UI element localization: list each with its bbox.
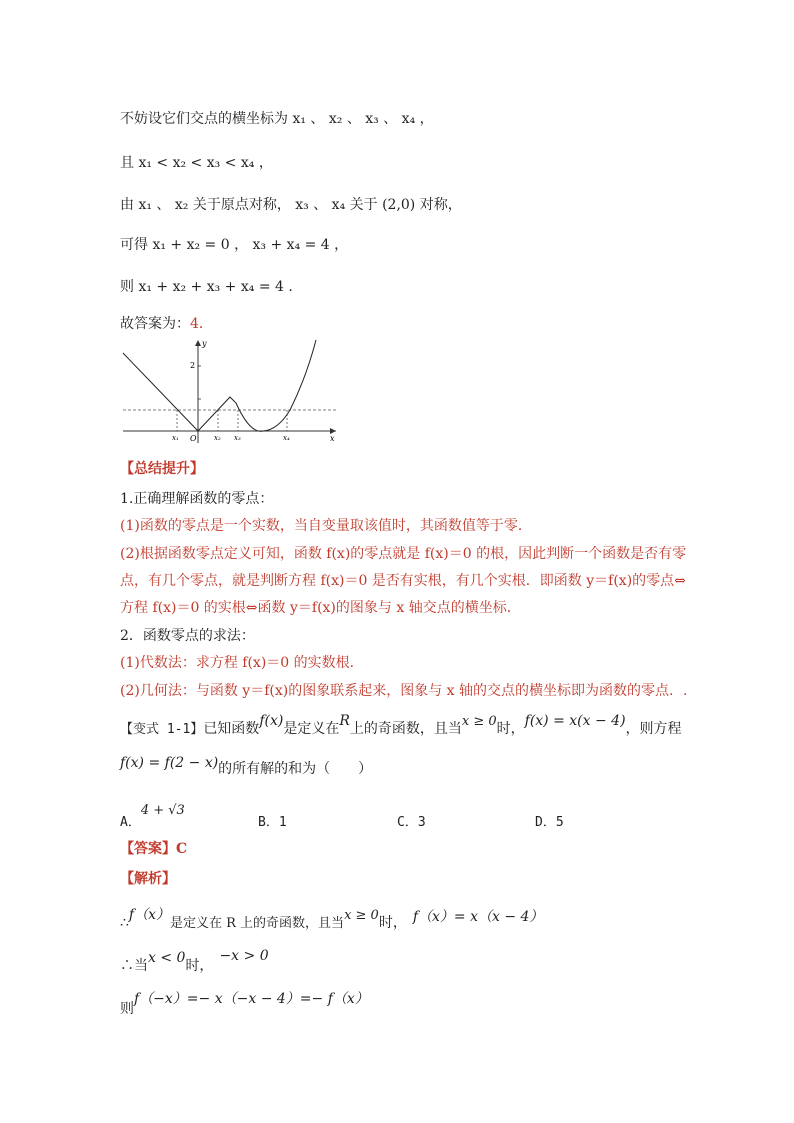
option-d: D．5 — [535, 815, 564, 830]
option-a — [120, 803, 185, 830]
variant-text-c: 上的奇函数，且当 — [349, 721, 462, 737]
summary-item-3c: 方程 f(x)＝0 的实根⇔函数 y＝f(x)的图象与 x 轴交点的横坐标． — [120, 600, 521, 616]
y-tick-label-2: 2 — [190, 361, 196, 370]
variant-condition: x ≥ 0 — [461, 714, 497, 729]
y-axis-arrow — [195, 340, 201, 346]
analysis-2-condition: x < 0 — [148, 950, 186, 966]
variant-fx: f(x) — [259, 713, 284, 729]
summary-item-6: (2)几何法：与函数 y＝f(x)的图象联系起来，图象与 x 轴的交点的横坐标即为函数的零点．. — [120, 683, 688, 699]
summary-item-3b: 点，有几个零点，就是判断方程 f(x)＝0 是否有实根，有几个实根．即函数 y＝f(x)的零点⇔ — [120, 573, 686, 589]
summary-item-1: 1.正确理解函数的零点： — [120, 491, 274, 507]
answer-line: 【答案】C — [120, 841, 188, 857]
analysis-line-1 — [120, 907, 544, 932]
analysis-1-expression: f（x）= x（x − 4） — [412, 909, 544, 925]
summary-item-3a: (2)根据函数零点定义可知，函数 f(x)的零点就是 f(x)＝0 的根，因此判断一个函数是否有零 — [120, 546, 687, 562]
analysis-3-prefix: 则 — [120, 1001, 134, 1017]
y-axis-label: y — [202, 339, 207, 348]
line-symmetry: 由 x₁ 、 x₂ 关于原点对称， x₃ 、 x₄ 关于 (2,0) 对称， — [120, 197, 462, 213]
analysis-3-expression: f（−x）=− x（−x − 4）=− f（x） — [134, 991, 369, 1007]
analysis-line-3 — [120, 991, 369, 1018]
analysis-2-prefix: ∴当 — [120, 958, 148, 974]
option-b: B．1 — [258, 815, 287, 830]
variant-question-line-2 — [120, 755, 373, 778]
variant-question-line-1 — [120, 713, 682, 738]
x3-label: x₃ — [234, 434, 241, 442]
variant-expression: f(x) = x(x − 4) — [524, 713, 626, 729]
option-a-value: 4 + √3 — [140, 803, 185, 818]
function-curve — [123, 340, 316, 431]
variant-R: R — [339, 713, 350, 729]
line-intersection-assumption: 不妨设它们交点的横坐标为 x₁ 、 x₂ 、 x₃ 、 x₄ ， — [120, 111, 434, 127]
x1-label: x₁ — [172, 434, 179, 442]
line-answer — [120, 313, 213, 333]
option-a-label: A． — [120, 815, 141, 830]
answer-value: 4． — [190, 316, 213, 332]
analysis-1-text: 是定义在 R 上的奇函数，且当 — [170, 916, 345, 931]
variant-text-e: ，则方程 — [625, 721, 682, 737]
analysis-title: 【解析】 — [120, 871, 176, 887]
origin-label: O — [190, 434, 197, 443]
variant-text-f: 的所有解的和为（ ） — [218, 761, 373, 777]
analysis-1-post: 时， — [378, 915, 407, 931]
analysis-line-2 — [120, 948, 269, 975]
summary-title: 【总结提升】 — [120, 461, 204, 477]
x4-label: x₄ — [283, 434, 290, 442]
variant-text-d: 时， — [496, 721, 525, 737]
line-order: 且 x₁ < x₂ < x₃ < x₄ ， — [120, 155, 273, 171]
function-graph — [118, 338, 348, 448]
line-sums: 可得 x₁ + x₂ = 0 ， x₃ + x₄ = 4 ， — [120, 237, 349, 253]
answer-prefix: 故答案为： — [120, 316, 190, 332]
variant-equation: f(x) = f(2 − x) — [120, 755, 219, 771]
analysis-1-condition: x ≥ 0 — [344, 908, 379, 923]
summary-item-5: (1)代数法：求方程 f(x)＝0 的实数根． — [120, 655, 364, 671]
option-c: C．3 — [397, 815, 426, 830]
variant-text-a: 已知函数 — [203, 721, 260, 737]
analysis-1-fx: f（x） — [128, 907, 170, 923]
variant-text-b: 是定义在 — [283, 721, 340, 737]
variant-title: 【变式 1-1】 — [120, 722, 204, 737]
analysis-2-expression: −x > 0 — [219, 948, 269, 964]
summary-item-4: 2．函数零点的求法： — [120, 628, 255, 644]
x2-label: x₂ — [214, 434, 221, 442]
line-total: 则 x₁ + x₂ + x₃ + x₄ = 4 . — [120, 279, 293, 295]
analysis-1-therefore: ∴ — [120, 915, 129, 931]
summary-item-2: (1)函数的零点是一个实数，当自变量取该值时，其函数值等于零． — [120, 518, 532, 534]
x-axis-label: x — [330, 434, 335, 443]
analysis-2-text: 时， — [185, 958, 214, 974]
